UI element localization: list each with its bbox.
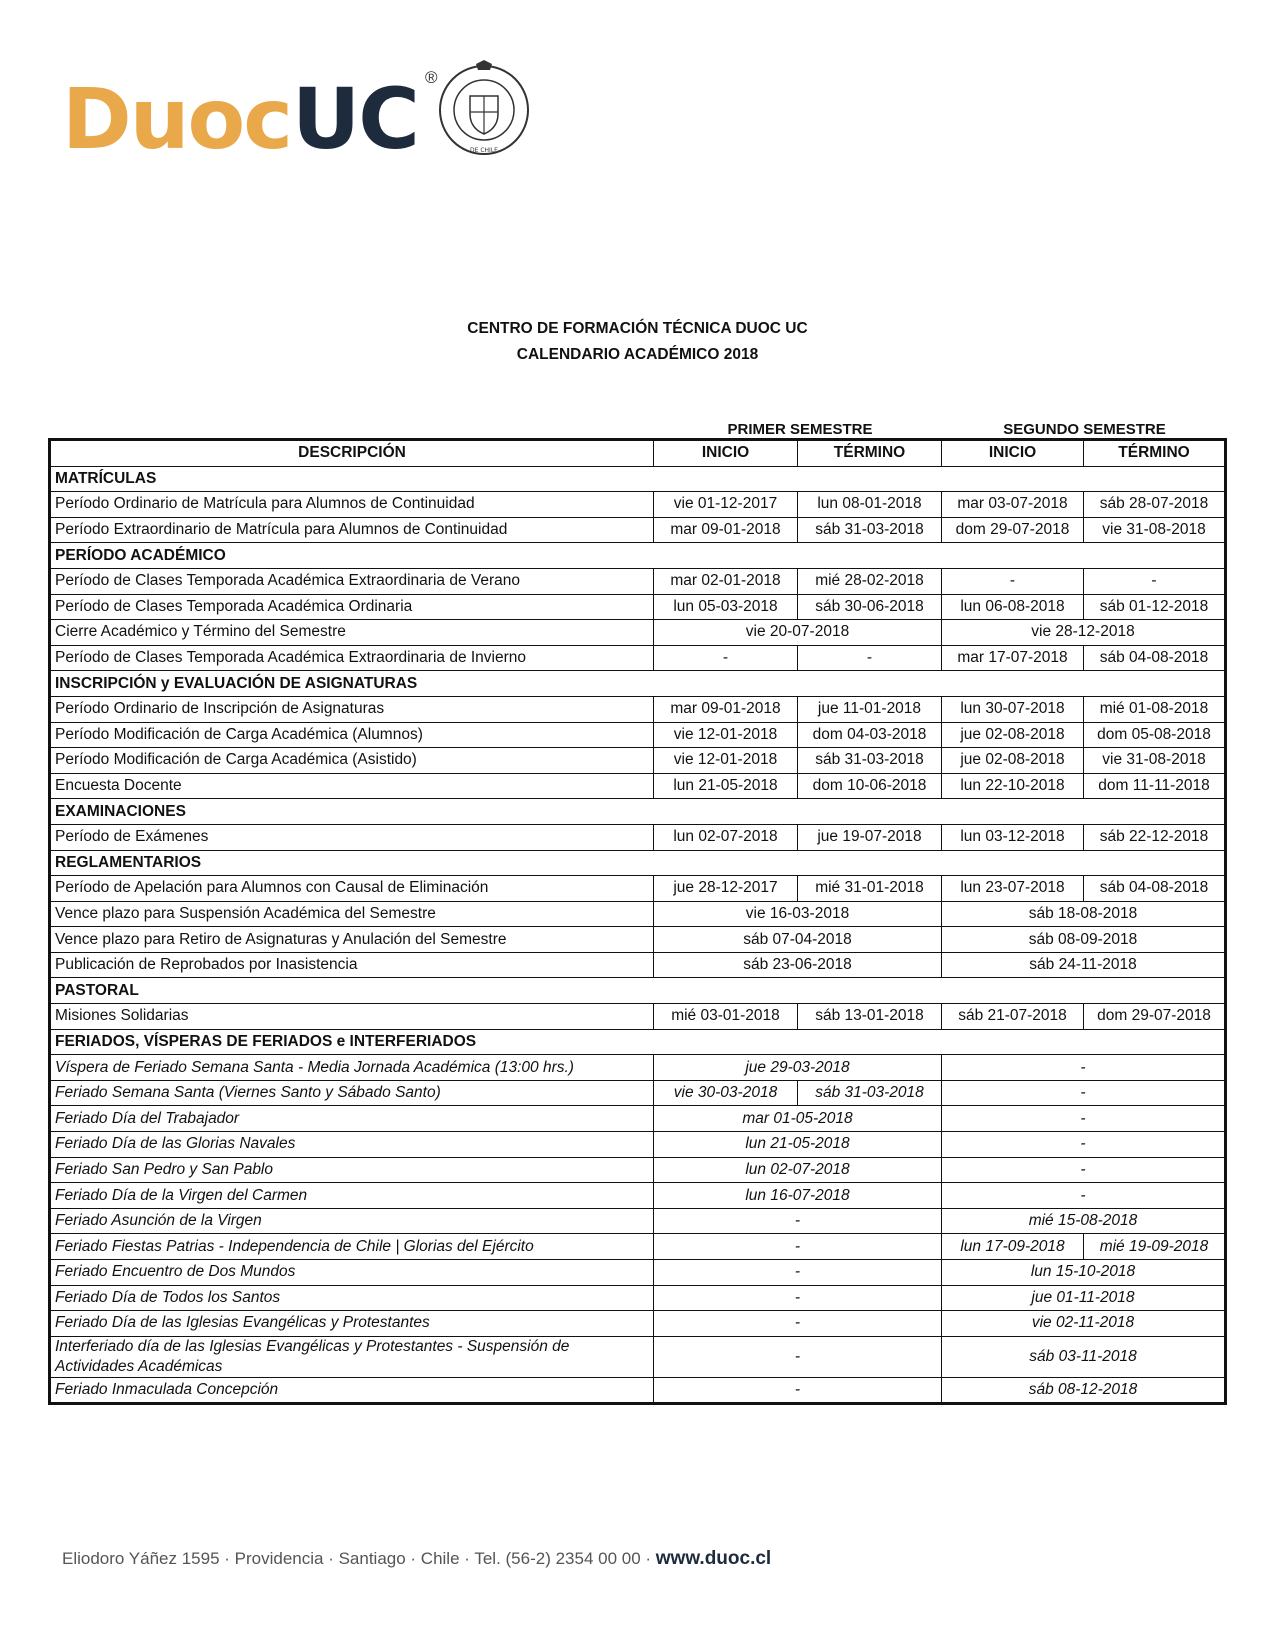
section-row (50, 799, 1226, 825)
table-row (50, 901, 1226, 927)
logo (62, 58, 522, 168)
s2-start-date: lun 17-09-2018 (942, 1234, 1084, 1260)
logo-duoc-text: Duoc (62, 70, 292, 168)
s2-date: sáb 08-12-2018 (942, 1377, 1226, 1404)
s2-date: - (942, 1157, 1226, 1183)
section-label: EXAMINACIONES (50, 799, 1226, 825)
table-row (50, 517, 1226, 543)
row-description: Período Extraordinario de Matrícula para Alumnos de Continuidad (50, 517, 654, 543)
section-label: PERÍODO ACADÉMICO (50, 543, 1226, 569)
s1-start-date: vie 12-01-2018 (654, 748, 798, 774)
title-line-2: CALENDARIO ACADÉMICO 2018 (516, 346, 759, 363)
table-row (50, 645, 1226, 671)
row-description: Víspera de Feriado Semana Santa - Media Jornada Académica (13:00 hrs.) (50, 1055, 654, 1081)
table-row (50, 620, 1226, 646)
s2-end-date: mié 19-09-2018 (1084, 1234, 1226, 1260)
s1-end-date: dom 10-06-2018 (798, 773, 942, 799)
s1-date: - (654, 1208, 942, 1234)
s1-start-date: - (654, 645, 798, 671)
s2-end-date: vie 31-08-2018 (1084, 517, 1226, 543)
s2-date: vie 02-11-2018 (942, 1311, 1226, 1337)
document-title (0, 316, 1275, 368)
section-row (50, 671, 1226, 697)
s2-date: - (942, 1106, 1226, 1132)
s1-date: - (654, 1285, 942, 1311)
row-description: Misiones Solidarias (50, 1004, 654, 1030)
row-description: Período de Clases Temporada Académica Extraordinaria de Verano (50, 568, 654, 594)
svg-text:DE CHILE: DE CHILE (470, 147, 498, 154)
s2-end-date: dom 29-07-2018 (1084, 1004, 1226, 1030)
s1-start-date: lun 05-03-2018 (654, 594, 798, 620)
s1-start-date: lun 02-07-2018 (654, 824, 798, 850)
row-description: Publicación de Reprobados por Inasistencia (50, 952, 654, 978)
s2-end-date: - (1084, 568, 1226, 594)
row-description: Período Ordinario de Inscripción de Asignaturas (50, 696, 654, 722)
table-row (50, 927, 1226, 953)
s1-date: vie 16-03-2018 (654, 901, 942, 927)
s1-date: - (654, 1311, 942, 1337)
table-row (50, 722, 1226, 748)
header-s2-end: TÉRMINO (1084, 440, 1226, 467)
row-description: Feriado Inmaculada Concepción (50, 1377, 654, 1404)
s1-end-date: mié 31-01-2018 (798, 876, 942, 902)
table-row (50, 1377, 1226, 1404)
table-row (50, 824, 1226, 850)
row-description: Interferiado día de las Iglesias Evangélicas y Protestantes - Suspensión de Actividades Académicas (50, 1336, 654, 1377)
table-row (50, 1132, 1226, 1158)
s2-date: sáb 03-11-2018 (942, 1336, 1226, 1377)
table-row (50, 1106, 1226, 1132)
section-row (50, 466, 1226, 492)
s2-date: vie 28-12-2018 (942, 620, 1226, 646)
section-label: PASTORAL (50, 978, 1226, 1004)
s1-date: vie 20-07-2018 (654, 620, 942, 646)
row-description: Feriado Día de la Virgen del Carmen (50, 1183, 654, 1209)
s1-date: jue 29-03-2018 (654, 1055, 942, 1081)
row-description: Período de Clases Temporada Académica Extraordinaria de Invierno (50, 645, 654, 671)
section-label: MATRÍCULAS (50, 466, 1226, 492)
s2-end-date: sáb 04-08-2018 (1084, 876, 1226, 902)
table-row (50, 1004, 1226, 1030)
row-description: Vence plazo para Suspensión Académica del Semestre (50, 901, 654, 927)
row-description: Feriado Encuentro de Dos Mundos (50, 1260, 654, 1286)
s1-date: lun 02-07-2018 (654, 1157, 942, 1183)
row-description: Encuesta Docente (50, 773, 654, 799)
s2-start-date: lun 22-10-2018 (942, 773, 1084, 799)
s1-start-date: vie 12-01-2018 (654, 722, 798, 748)
row-description: Cierre Académico y Término del Semestre (50, 620, 654, 646)
s1-date: - (654, 1377, 942, 1404)
s2-start-date: mar 17-07-2018 (942, 645, 1084, 671)
s1-end-date: - (798, 645, 942, 671)
table-row (50, 1055, 1226, 1081)
s1-end-date: jue 19-07-2018 (798, 824, 942, 850)
footer-address: Eliodoro Yáñez 1595 · Providencia · Santiago · Chile · Tel. (56-2) 2354 00 00 · (62, 1549, 656, 1568)
row-description: Período Ordinario de Matrícula para Alumnos de Continuidad (50, 492, 654, 518)
s1-date: - (654, 1336, 942, 1377)
table-row (50, 1183, 1226, 1209)
table-row (50, 1157, 1226, 1183)
s1-start-date: jue 28-12-2017 (654, 876, 798, 902)
s2-date: lun 15-10-2018 (942, 1260, 1226, 1286)
table-row (50, 1234, 1226, 1260)
row-description: Feriado Semana Santa (Viernes Santo y Sábado Santo) (50, 1080, 654, 1106)
s1-start-date: vie 01-12-2017 (654, 492, 798, 518)
s1-end-date: lun 08-01-2018 (798, 492, 942, 518)
s1-date: lun 21-05-2018 (654, 1132, 942, 1158)
s1-date: lun 16-07-2018 (654, 1183, 942, 1209)
section-row (50, 1029, 1226, 1055)
s2-start-date: lun 23-07-2018 (942, 876, 1084, 902)
second-semester-label: SEGUNDO SEMESTRE (1003, 421, 1166, 438)
row-description: Feriado Día del Trabajador (50, 1106, 654, 1132)
s1-end-date: sáb 31-03-2018 (798, 1080, 942, 1106)
s2-date: - (942, 1183, 1226, 1209)
s1-end-date: mié 28-02-2018 (798, 568, 942, 594)
s1-start-date: mar 09-01-2018 (654, 696, 798, 722)
table-row (50, 696, 1226, 722)
section-row (50, 850, 1226, 876)
table-row (50, 1336, 1226, 1377)
s2-end-date: sáb 04-08-2018 (1084, 645, 1226, 671)
s2-date: mié 15-08-2018 (942, 1208, 1226, 1234)
s2-start-date: jue 02-08-2018 (942, 722, 1084, 748)
row-description: Feriado San Pedro y San Pablo (50, 1157, 654, 1183)
row-description: Período de Clases Temporada Académica Ordinaria (50, 594, 654, 620)
s2-start-date: mar 03-07-2018 (942, 492, 1084, 518)
section-label: REGLAMENTARIOS (50, 850, 1226, 876)
s1-date: - (654, 1260, 942, 1286)
s2-end-date: dom 05-08-2018 (1084, 722, 1226, 748)
s1-end-date: sáb 31-03-2018 (798, 517, 942, 543)
s1-end-date: sáb 31-03-2018 (798, 748, 942, 774)
row-description: Período Modificación de Carga Académica (Asistido) (50, 748, 654, 774)
s2-start-date: jue 02-08-2018 (942, 748, 1084, 774)
footer (62, 1548, 771, 1570)
s2-date: - (942, 1132, 1226, 1158)
s1-end-date: jue 11-01-2018 (798, 696, 942, 722)
first-semester-label: PRIMER SEMESTRE (727, 421, 873, 438)
table-row (50, 492, 1226, 518)
s1-end-date: sáb 13-01-2018 (798, 1004, 942, 1030)
section-row (50, 543, 1226, 569)
s1-date: sáb 07-04-2018 (654, 927, 942, 953)
footer-url: www.duoc.cl (655, 1548, 772, 1569)
s2-start-date: lun 30-07-2018 (942, 696, 1084, 722)
section-label: INSCRIPCIÓN y EVALUACIÓN DE ASIGNATURAS (50, 671, 1226, 697)
s1-date: - (654, 1234, 942, 1260)
s2-end-date: dom 11-11-2018 (1084, 773, 1226, 799)
s2-start-date: lun 03-12-2018 (942, 824, 1084, 850)
s2-start-date: sáb 21-07-2018 (942, 1004, 1084, 1030)
table-row (50, 1285, 1226, 1311)
s1-date: sáb 23-06-2018 (654, 952, 942, 978)
header-s1-end: TÉRMINO (798, 440, 942, 467)
s2-date: jue 01-11-2018 (942, 1285, 1226, 1311)
calendar-body (50, 466, 1226, 1404)
header-s1-start: INICIO (654, 440, 798, 467)
registered-mark: ® (425, 68, 438, 87)
table-row (50, 1080, 1226, 1106)
table-row (50, 1311, 1226, 1337)
table-row (50, 748, 1226, 774)
table-row (50, 773, 1226, 799)
section-label: FERIADOS, VÍSPERAS DE FERIADOS e INTERFERIADOS (50, 1029, 1226, 1055)
table-row (50, 952, 1226, 978)
header-description: DESCRIPCIÓN (50, 440, 654, 467)
s2-start-date: - (942, 568, 1084, 594)
s1-start-date: mar 09-01-2018 (654, 517, 798, 543)
row-description: Vence plazo para Retiro de Asignaturas y Anulación del Semestre (50, 927, 654, 953)
row-description: Feriado Fiestas Patrias - Independencia de Chile | Glorias del Ejército (50, 1234, 654, 1260)
s2-date: - (942, 1055, 1226, 1081)
s1-start-date: mié 03-01-2018 (654, 1004, 798, 1030)
logo-uc-text: UC (292, 70, 418, 168)
s2-end-date: sáb 28-07-2018 (1084, 492, 1226, 518)
s1-start-date: vie 30-03-2018 (654, 1080, 798, 1106)
row-description: Período de Exámenes (50, 824, 654, 850)
row-description: Período de Apelación para Alumnos con Causal de Eliminación (50, 876, 654, 902)
s2-end-date: sáb 01-12-2018 (1084, 594, 1226, 620)
table-header-row (50, 440, 1226, 467)
table-row (50, 568, 1226, 594)
s2-end-date: vie 31-08-2018 (1084, 748, 1226, 774)
s2-date: sáb 18-08-2018 (942, 901, 1226, 927)
table-row (50, 594, 1226, 620)
s1-end-date: dom 04-03-2018 (798, 722, 942, 748)
s1-start-date: lun 21-05-2018 (654, 773, 798, 799)
s2-end-date: sáb 22-12-2018 (1084, 824, 1226, 850)
s2-start-date: dom 29-07-2018 (942, 517, 1084, 543)
row-description: Feriado Día de las Glorias Navales (50, 1132, 654, 1158)
calendar-table (48, 438, 1227, 1405)
university-seal-icon (434, 58, 534, 158)
s2-start-date: lun 06-08-2018 (942, 594, 1084, 620)
row-description: Feriado Día de las Iglesias Evangélicas y Protestantes (50, 1311, 654, 1337)
table-row (50, 1208, 1226, 1234)
row-description: Período Modificación de Carga Académica (Alumnos) (50, 722, 654, 748)
row-description: Feriado Día de Todos los Santos (50, 1285, 654, 1311)
s2-end-date: mié 01-08-2018 (1084, 696, 1226, 722)
row-description: Feriado Asunción de la Virgen (50, 1208, 654, 1234)
section-row (50, 978, 1226, 1004)
s1-date: mar 01-05-2018 (654, 1106, 942, 1132)
header-s2-start: INICIO (942, 440, 1084, 467)
title-line-1: CENTRO DE FORMACIÓN TÉCNICA DUOC UC (467, 320, 808, 337)
s2-date: sáb 08-09-2018 (942, 927, 1226, 953)
s2-date: - (942, 1080, 1226, 1106)
table-row (50, 876, 1226, 902)
s2-date: sáb 24-11-2018 (942, 952, 1226, 978)
table-row (50, 1260, 1226, 1286)
s1-start-date: mar 02-01-2018 (654, 568, 798, 594)
s1-end-date: sáb 30-06-2018 (798, 594, 942, 620)
